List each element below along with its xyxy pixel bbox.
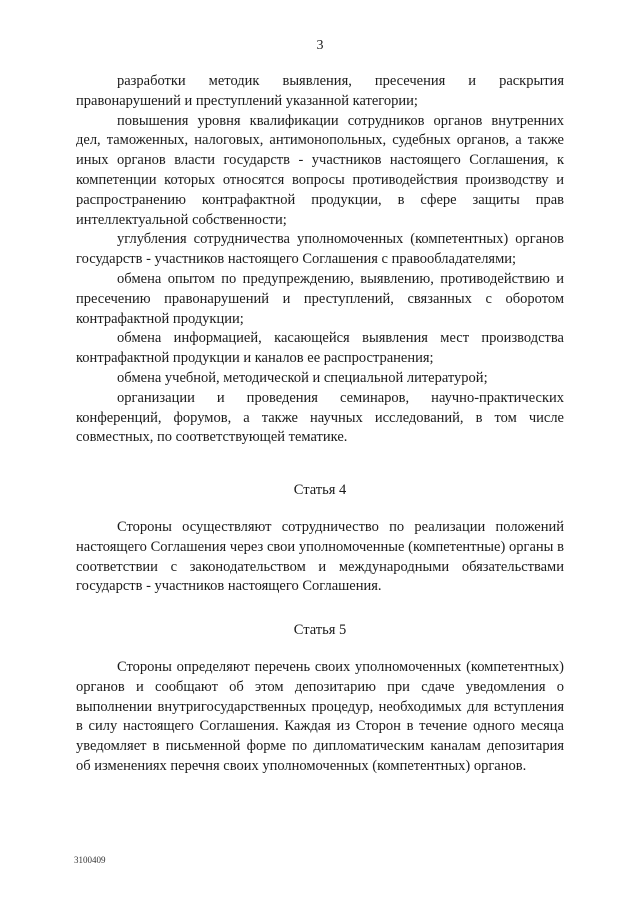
- paragraph: Стороны осуществляют сотрудничество по реализации положений настоящего Соглашения через свои уполномоченные (компетентные) органы в соответствии с законодательством и международными обязательствами государств - участников настоящего Соглашения.: [76, 519, 564, 595]
- article-5-body: [76, 658, 564, 777]
- body-text: [76, 72, 564, 448]
- paragraph: повышения уровня квалификации сотрудников органов внутренних дел, таможенных, налоговых, антимонопольных, судебных органов, а также иных органов власти государств - участников настоящего Соглашения, к компетенции которых относятся вопросы противодействия производству и распространению контрафактной продукции, в сфере защиты прав интеллектуальной собственности;: [76, 112, 564, 228]
- paragraph: обмена информацией, касающейся выявления мест производства контрафактной продукции и каналов ее распространения;: [76, 330, 564, 367]
- paragraph: обмена опытом по предупреждению, выявлению, противодействию и пресечению правонарушений и преступлений, связанных с оборотом контрафактной продукции;: [76, 270, 564, 327]
- paragraph: Стороны определяют перечень своих уполномоченных (компетентных) органов и сообщают об этом депозитарию при сдаче уведомления о выполнении внутригосударственных процедур, необходимых для вступления в силу настоящего Соглашения. Каждая из Сторон в течение одного месяца уведомляет в письменной форме по дипломатическим каналам депозитария об изменениях перечня своих уполномоченных (компетентных) органов.: [76, 659, 564, 774]
- footer-code: 3100409: [74, 855, 106, 865]
- paragraph: углубления сотрудничества уполномоченных (компетентных) органов государств - участников настоящего Соглашения с правообладателями;: [76, 231, 564, 268]
- paragraph: разработки методик выявления, пресечения и раскрытия правонарушений и преступлений указанной категории;: [76, 73, 564, 109]
- paragraph: обмена учебной, методической и специальной литературой;: [117, 369, 488, 386]
- article-4-body: [76, 518, 564, 597]
- page-number: 3: [316, 38, 324, 53]
- paragraph: организации и проведения семинаров, научно-практических конференций, форумов, а также научных исследований, в том числе совместных, по соответствующей тематике.: [76, 389, 564, 446]
- article-4-heading: Статья 4: [293, 482, 347, 498]
- article-5-heading: Статья 5: [293, 622, 347, 638]
